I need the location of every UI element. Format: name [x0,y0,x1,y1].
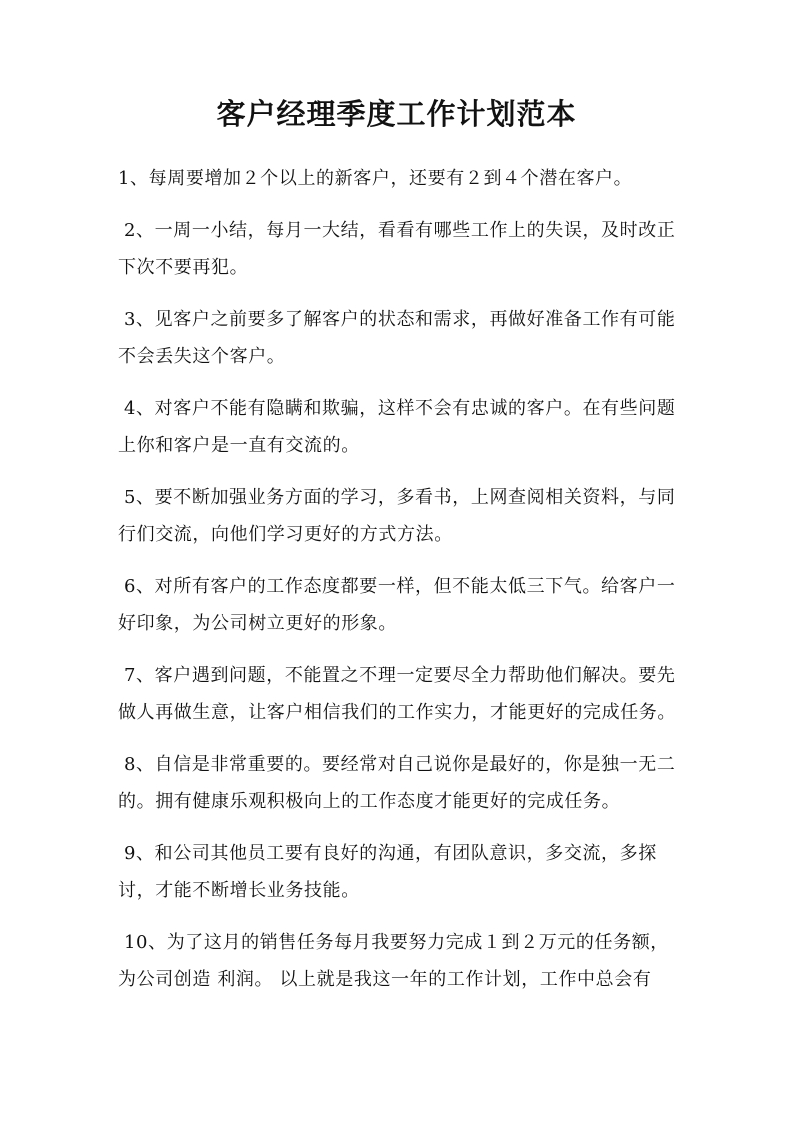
list-item: 1、每周要增加２个以上的新客户，还要有２到４个潜在客户。 [118,168,633,189]
document-body [118,160,678,1013]
list-item: 5、要不断加强业务方面的学习，多看书，上网查阅相关资料，与同行们交流，向他们学习更好的方式方法。 [118,487,676,545]
list-item: 4、对客户不能有隐瞒和欺骗，这样不会有忠诚的客户。在有些问题上你和客户是一直有交流的。 [118,398,676,456]
list-item: 8、自信是非常重要的。要经常对自己说你是最好的，你是独一无二的。拥有健康乐观积极向上的工作态度才能更好的完成任务。 [118,754,676,812]
list-item: 6、对所有客户的工作态度都要一样，但不能太低三下气。给客户一好印象，为公司树立更好的形象。 [118,576,676,634]
document-title: 客户经理季度工作计划范本 [216,97,577,131]
list-item: 9、和公司其他员工要有良好的沟通，有团队意识，多交流，多探讨，才能不断增长业务技能。 [118,843,657,901]
list-item: 2、一周一小结，每月一大结，看看有哪些工作上的失误，及时改正下次不要再犯。 [118,220,676,278]
list-item: 3、见客户之前要多了解客户的状态和需求，再做好准备工作有可能不会丢失这个客户。 [118,309,676,367]
list-item: 7、客户遇到问题，不能置之不理一定要尽全力帮助他们解决。要先做人再做生意，让客户相信我们的工作实力，才能更好的完成任务。 [118,665,676,723]
list-item: 10、为了这月的销售任务每月我要努力完成１到２万元的任务额，为公司创造 利润。 以上就是我这一年的工作计划，工作中总会有 [118,932,669,990]
